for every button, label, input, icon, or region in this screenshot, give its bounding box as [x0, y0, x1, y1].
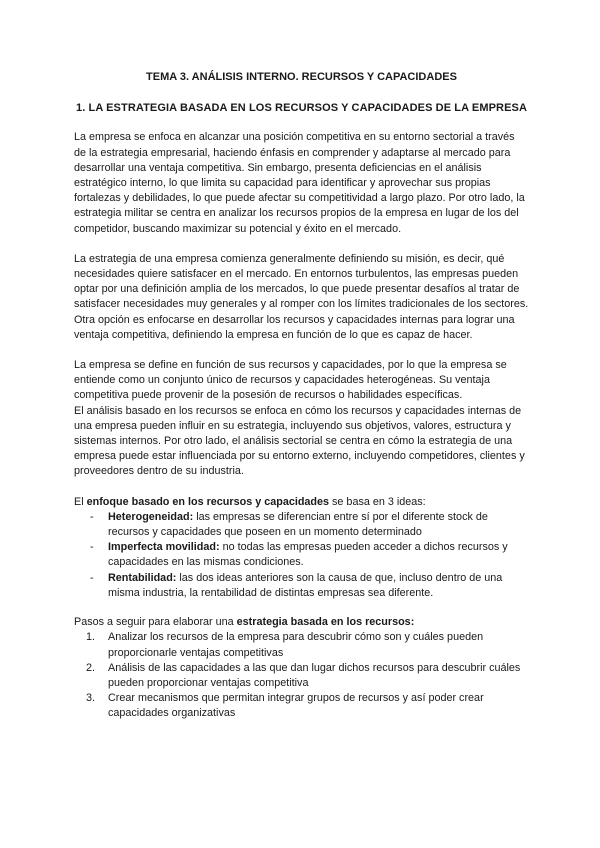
steps-intro — [74, 615, 529, 630]
idea-text: no todas las empresas pueden acceder a dichos recursos y capacidades en las mismas condiciones. — [108, 541, 508, 569]
steps-intro-prefix: Pasos a seguir para elaborar una — [74, 616, 237, 629]
list-item — [86, 691, 529, 721]
idea-term: Heterogeneidad: — [108, 510, 194, 523]
paragraph-4: El análisis basado en los recursos se enfoca en cómo los recursos y capacidades internas de una empresa pueden influir en su estrategia, incluyendo sus objetivos, valores, estructura y sistemas internos. Por otro lado, el análisis sectorial se centra en cómo la estrategia de una empresa puede estar influenciada por su entorno externo, incluyendo competidores, clientes y proveedores dentro de su industria. — [74, 404, 525, 478]
paragraph-2: La estrategia de una empresa comienza generalmente definiendo su misión, es decir, qué necesidades quiere satisfacer en el mercado. En entornos turbulentos, las empresas pueden optar por una definición amplia de los mercados, lo que puede presentar desafíos al tratar de satisfacer necesidades muy generales y al romper con los límites tradicionales de los sectores. Otra opción es enfocarse en desarrollar los recursos y capacidades internas para lograr una ventaja competitiva, definiendo la empresa en función de lo que es capaz de hacer. — [74, 252, 529, 341]
idea-text: las empresas se diferencian entre sí por el diferente stock de recursos y capacidades que poseen en un momento determinado — [108, 510, 488, 539]
step-number: 2. — [86, 661, 96, 674]
ideas-list — [74, 510, 529, 601]
idea-term: Imperfecta movilidad: — [108, 541, 220, 554]
dash-marker: - — [90, 510, 94, 523]
step-text: Crear mecanismos que permitan integrar grupos de recursos y así poder crear capacidades organizativas — [108, 692, 484, 720]
step-text: Análisis de las capacidades a las que dan lugar dichos recursos para descubrir cuáles pueden proporcionar ventajas competitiva — [108, 661, 521, 689]
section-title: 1. LA ESTRATEGIA BASADA EN LOS RECURSOS Y CAPACIDADES DE LA EMPRESA — [75, 102, 528, 115]
document-page — [74, 70, 529, 722]
steps-list — [74, 630, 529, 721]
ideas-intro-prefix: El — [74, 495, 87, 508]
list-item — [90, 510, 529, 540]
dash-marker: - — [90, 541, 94, 554]
ideas-intro — [74, 495, 529, 510]
document-title: TEMA 3. ANÁLISIS INTERNO. RECURSOS Y CAPACIDADES — [146, 71, 457, 83]
dash-marker: - — [90, 571, 94, 584]
list-item — [86, 661, 529, 691]
idea-term: Rentabilidad: — [108, 571, 177, 584]
step-number: 3. — [86, 692, 96, 705]
ideas-intro-bold: enfoque basado en los recursos y capacidades — [86, 495, 330, 508]
list-item — [90, 571, 529, 601]
idea-text: las dos ideas anteriores son la causa de que, incluso dentro de una misma industria, la rentabilidad de distintas empresas sea diferente. — [108, 571, 503, 599]
paragraph-3: La empresa se define en función de sus recursos y capacidades, por lo que la empresa se entiende como un conjunto único de recursos y capacidades heterogéneas. Su ventaja competitiva puede provenir de la posesión de recursos o habilidades específicas. — [74, 359, 507, 402]
list-item — [90, 540, 529, 570]
step-number: 1. — [86, 631, 96, 644]
ideas-intro-suffix: se basa en 3 ideas: — [329, 495, 426, 508]
list-item — [86, 630, 529, 660]
paragraph-1: La empresa se enfoca en alcanzar una posición competitiva en su entorno sectorial a través de la estrategia empresarial, haciendo énfasis en comprender y adaptarse al mercado para desarrollar una ventaja competitiva. Sin embargo, presenta deficiencias en el análisis estratégico interno, lo que limita su capacidad para identificar y aprovechar sus propias fortalezas y debilidades, lo que puede afectar su competitividad a largo plazo. Por otro lado, la estrategia militar se centra en analizar los recursos propios de la empresa en lugar de los del competidor, buscando maximizar su potencial y éxito en el mercado. — [74, 131, 525, 235]
steps-intro-bold: estrategia basada en los recursos: — [236, 616, 415, 629]
step-text: Analizar los recursos de la empresa para descubrir cómo son y cuáles pueden proporcionarle ventajas competitivas — [108, 631, 484, 659]
